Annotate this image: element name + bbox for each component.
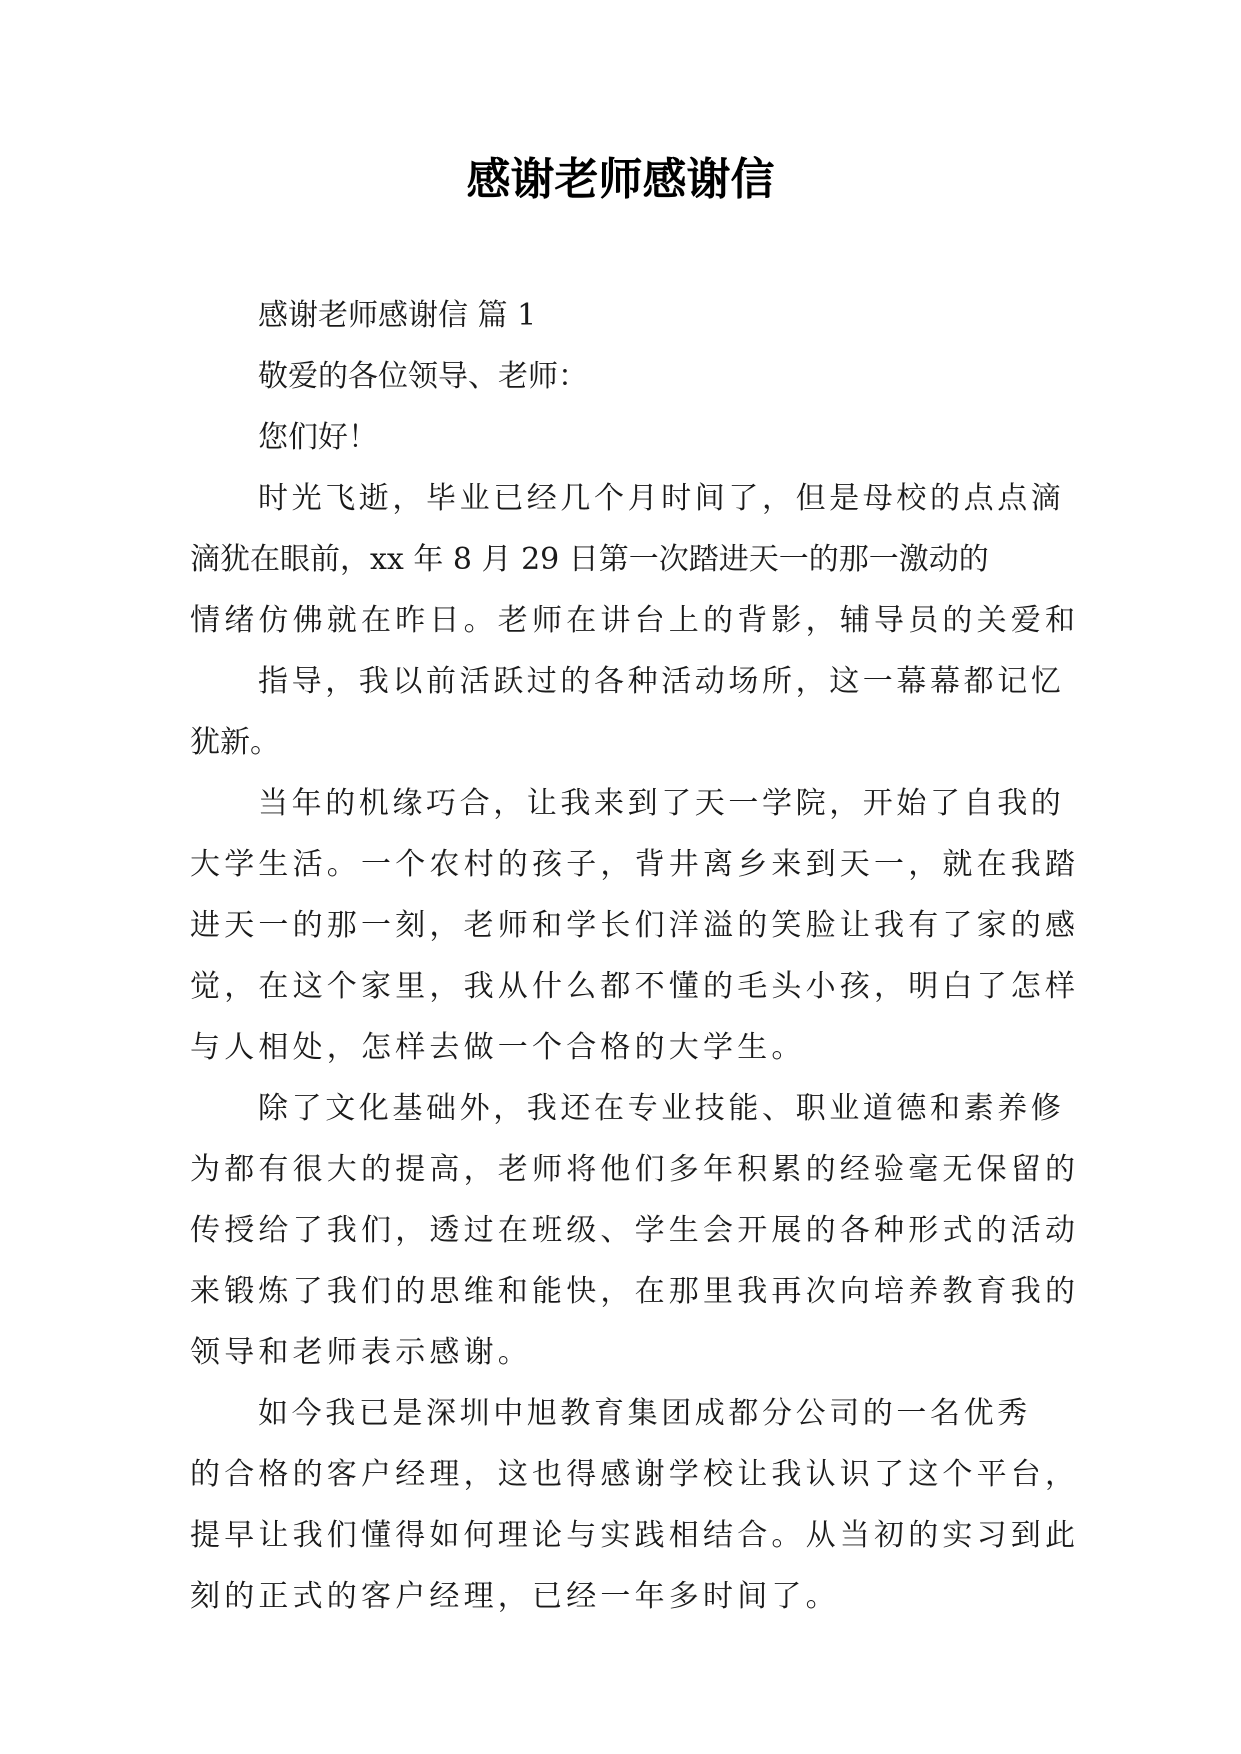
greeting: 您们好！ — [258, 420, 378, 455]
paragraph-line: 情绪仿佛就在昨日。老师在讲台上的背影，辅导员的关爱和 — [190, 603, 1080, 638]
paragraph-line: 除了文化基础外，我还在专业技能、职业道德和素养修 — [258, 1091, 1065, 1126]
paragraph-line: 的合格的客户经理，这也得感谢学校让我认识了这个平台， — [190, 1457, 1080, 1492]
paragraph-line: 大学生活。一个农村的孩子，背井离乡来到天一，就在我踏 — [190, 847, 1080, 882]
section-heading: 感谢老师感谢信 篇 1 — [258, 298, 537, 333]
paragraph-line: 提早让我们懂得如何理论与实践相结合。从当初的实习到此 — [190, 1518, 1080, 1553]
paragraph-line: 刻的正式的客户经理，已经一年多时间了。 — [190, 1579, 840, 1614]
document-title: 感谢老师感谢信 — [466, 154, 775, 205]
document-body — [190, 285, 1080, 1627]
paragraph-line: 如今我已是深圳中旭教育集团成都分公司的一名优秀 — [258, 1396, 1031, 1431]
paragraph-line: 与人相处，怎样去做一个合格的大学生。 — [190, 1030, 806, 1065]
paragraph-line: 领导和老师表示感谢。 — [190, 1335, 532, 1370]
paragraph-line: 当年的机缘巧合，让我来到了天一学院，开始了自我的 — [258, 786, 1065, 821]
paragraph-line: 指导，我以前活跃过的各种活动场所，这一幕幕都记忆 — [258, 664, 1065, 699]
paragraph-line: 进天一的那一刻，老师和学长们洋溢的笑脸让我有了家的感 — [190, 908, 1080, 943]
paragraph-line: 传授给了我们，透过在班级、学生会开展的各种形式的活动 — [190, 1213, 1080, 1248]
salutation: 敬爱的各位领导、老师： — [258, 359, 588, 394]
paragraph-line: 时光飞逝，毕业已经几个月时间了，但是母校的点点滴 — [258, 481, 1065, 516]
paragraph-line: 来锻炼了我们的思维和能快，在那里我再次向培养教育我的 — [190, 1274, 1080, 1309]
paragraph-line: 为都有很大的提高，老师将他们多年积累的经验毫无保留的 — [190, 1152, 1080, 1187]
paragraph-line: 觉，在这个家里，我从什么都不懂的毛头小孩，明白了怎样 — [190, 969, 1080, 1004]
paragraph-line: 犹新。 — [190, 725, 280, 760]
paragraph-line: 滴犹在眼前，xx 年 8 月 29 日第一次踏进天一的那一激动的 — [190, 542, 989, 577]
